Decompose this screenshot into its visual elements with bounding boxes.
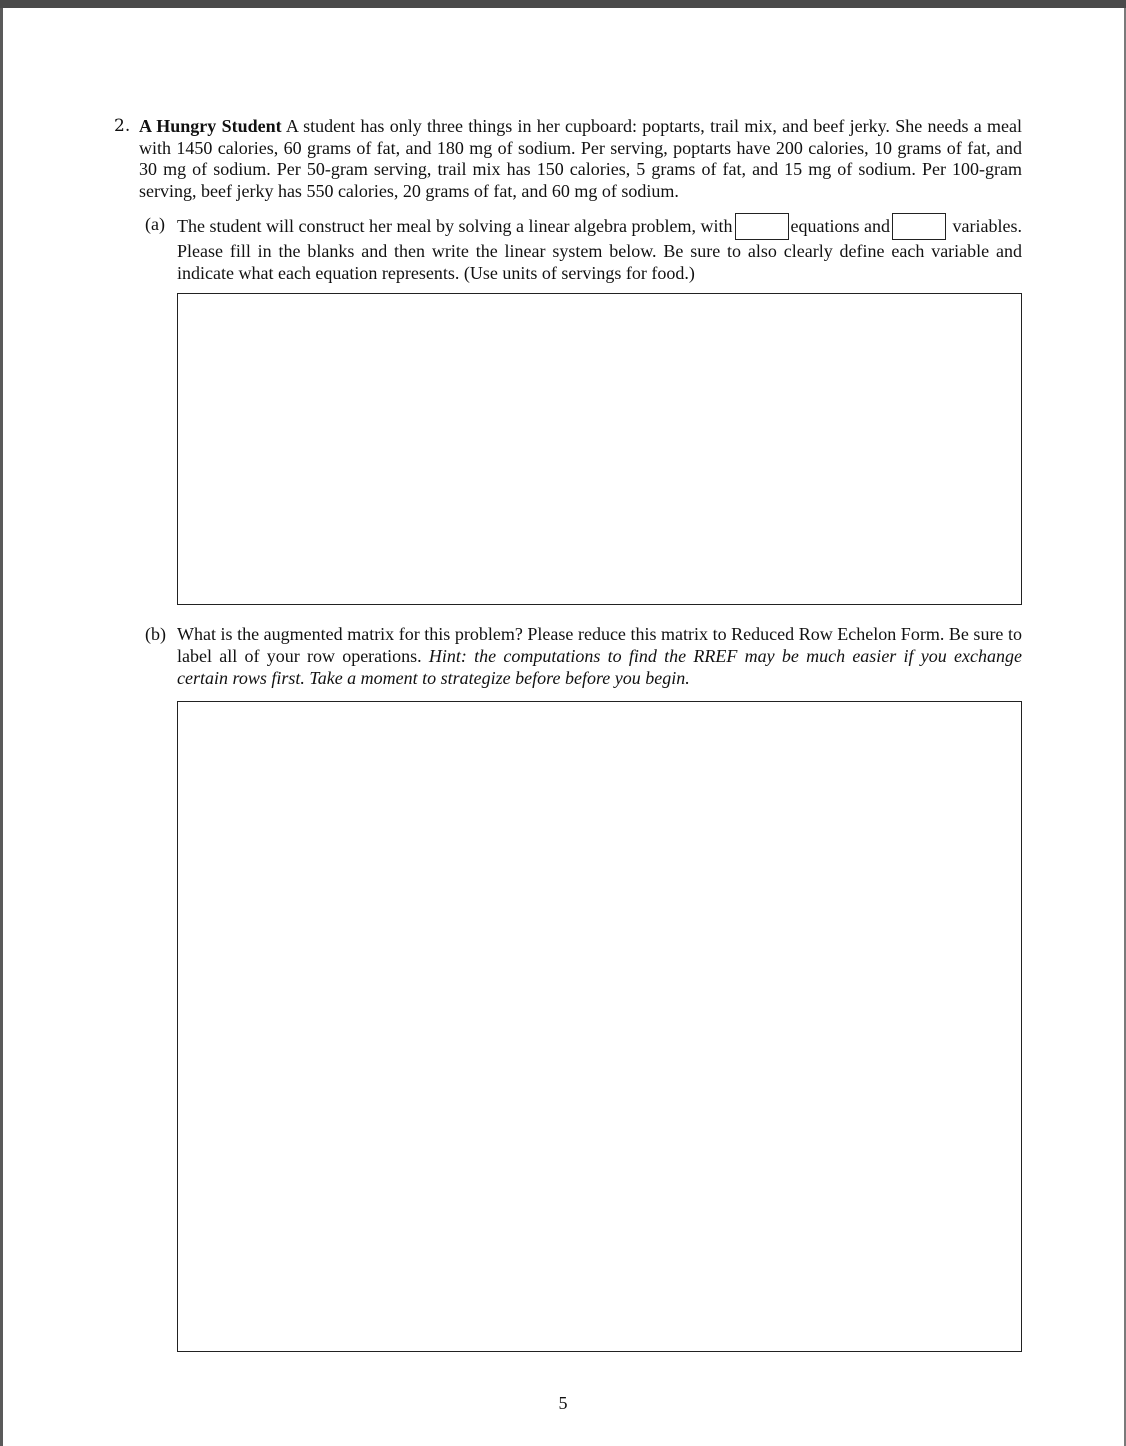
problem-statement xyxy=(139,116,1022,202)
part-b-text xyxy=(177,623,1022,689)
page-left-edge xyxy=(0,8,3,1446)
problem-number: 2. xyxy=(114,116,131,136)
part-a-text-1: The student will construct her meal by solving a linear algebra problem, with xyxy=(177,216,733,236)
part-a-text-3: variables. Please fill in the blanks and then write the linear system below. Be sure to also clearly define each variable and indicate what each equation represents. (Use units of servings for food.) xyxy=(177,216,1022,283)
part-b xyxy=(145,623,1022,689)
equations-count-blank[interactable] xyxy=(735,213,789,240)
part-a-text-2: equations and xyxy=(790,216,891,236)
part-b-hint: Hint: the computations to find the RREF may be much easier if you exchange certain rows first. Take a moment to strategize before before you begin. xyxy=(177,646,1022,688)
problem-2 xyxy=(114,116,1022,202)
part-b-label: (b) xyxy=(145,624,166,644)
part-a xyxy=(145,213,1022,284)
problem-title: A Hungry Student xyxy=(139,116,282,136)
part-a-label: (a) xyxy=(145,214,165,234)
part-b-question: What is the augmented matrix for this problem? Please reduce this matrix to Reduced Row Echelon Form. Be sure to label all of your row operations. xyxy=(177,624,1022,666)
page-number: 5 xyxy=(558,1393,568,1413)
part-a-answer-box[interactable] xyxy=(177,293,1022,605)
part-b-answer-box[interactable] xyxy=(177,701,1022,1352)
window-top-bar xyxy=(0,0,1126,8)
problem-text: A student has only three things in her cupboard: poptarts, trail mix, and beef jerky. She needs a meal with 1450 calories, 60 grams of fat, and 180 mg of sodium. Per serving, poptarts have 200 calories, 10 grams of fat, and 30 mg of sodium. Per 50-gram serving, trail mix has 150 calories, 5 grams of fat, and 15 mg of sodium. Per 100-gram serving, beef jerky has 550 calories, 20 grams of fat, and 60 mg of sodium. xyxy=(139,116,1022,201)
variables-count-blank[interactable] xyxy=(892,213,946,240)
part-a-text xyxy=(177,213,1022,284)
